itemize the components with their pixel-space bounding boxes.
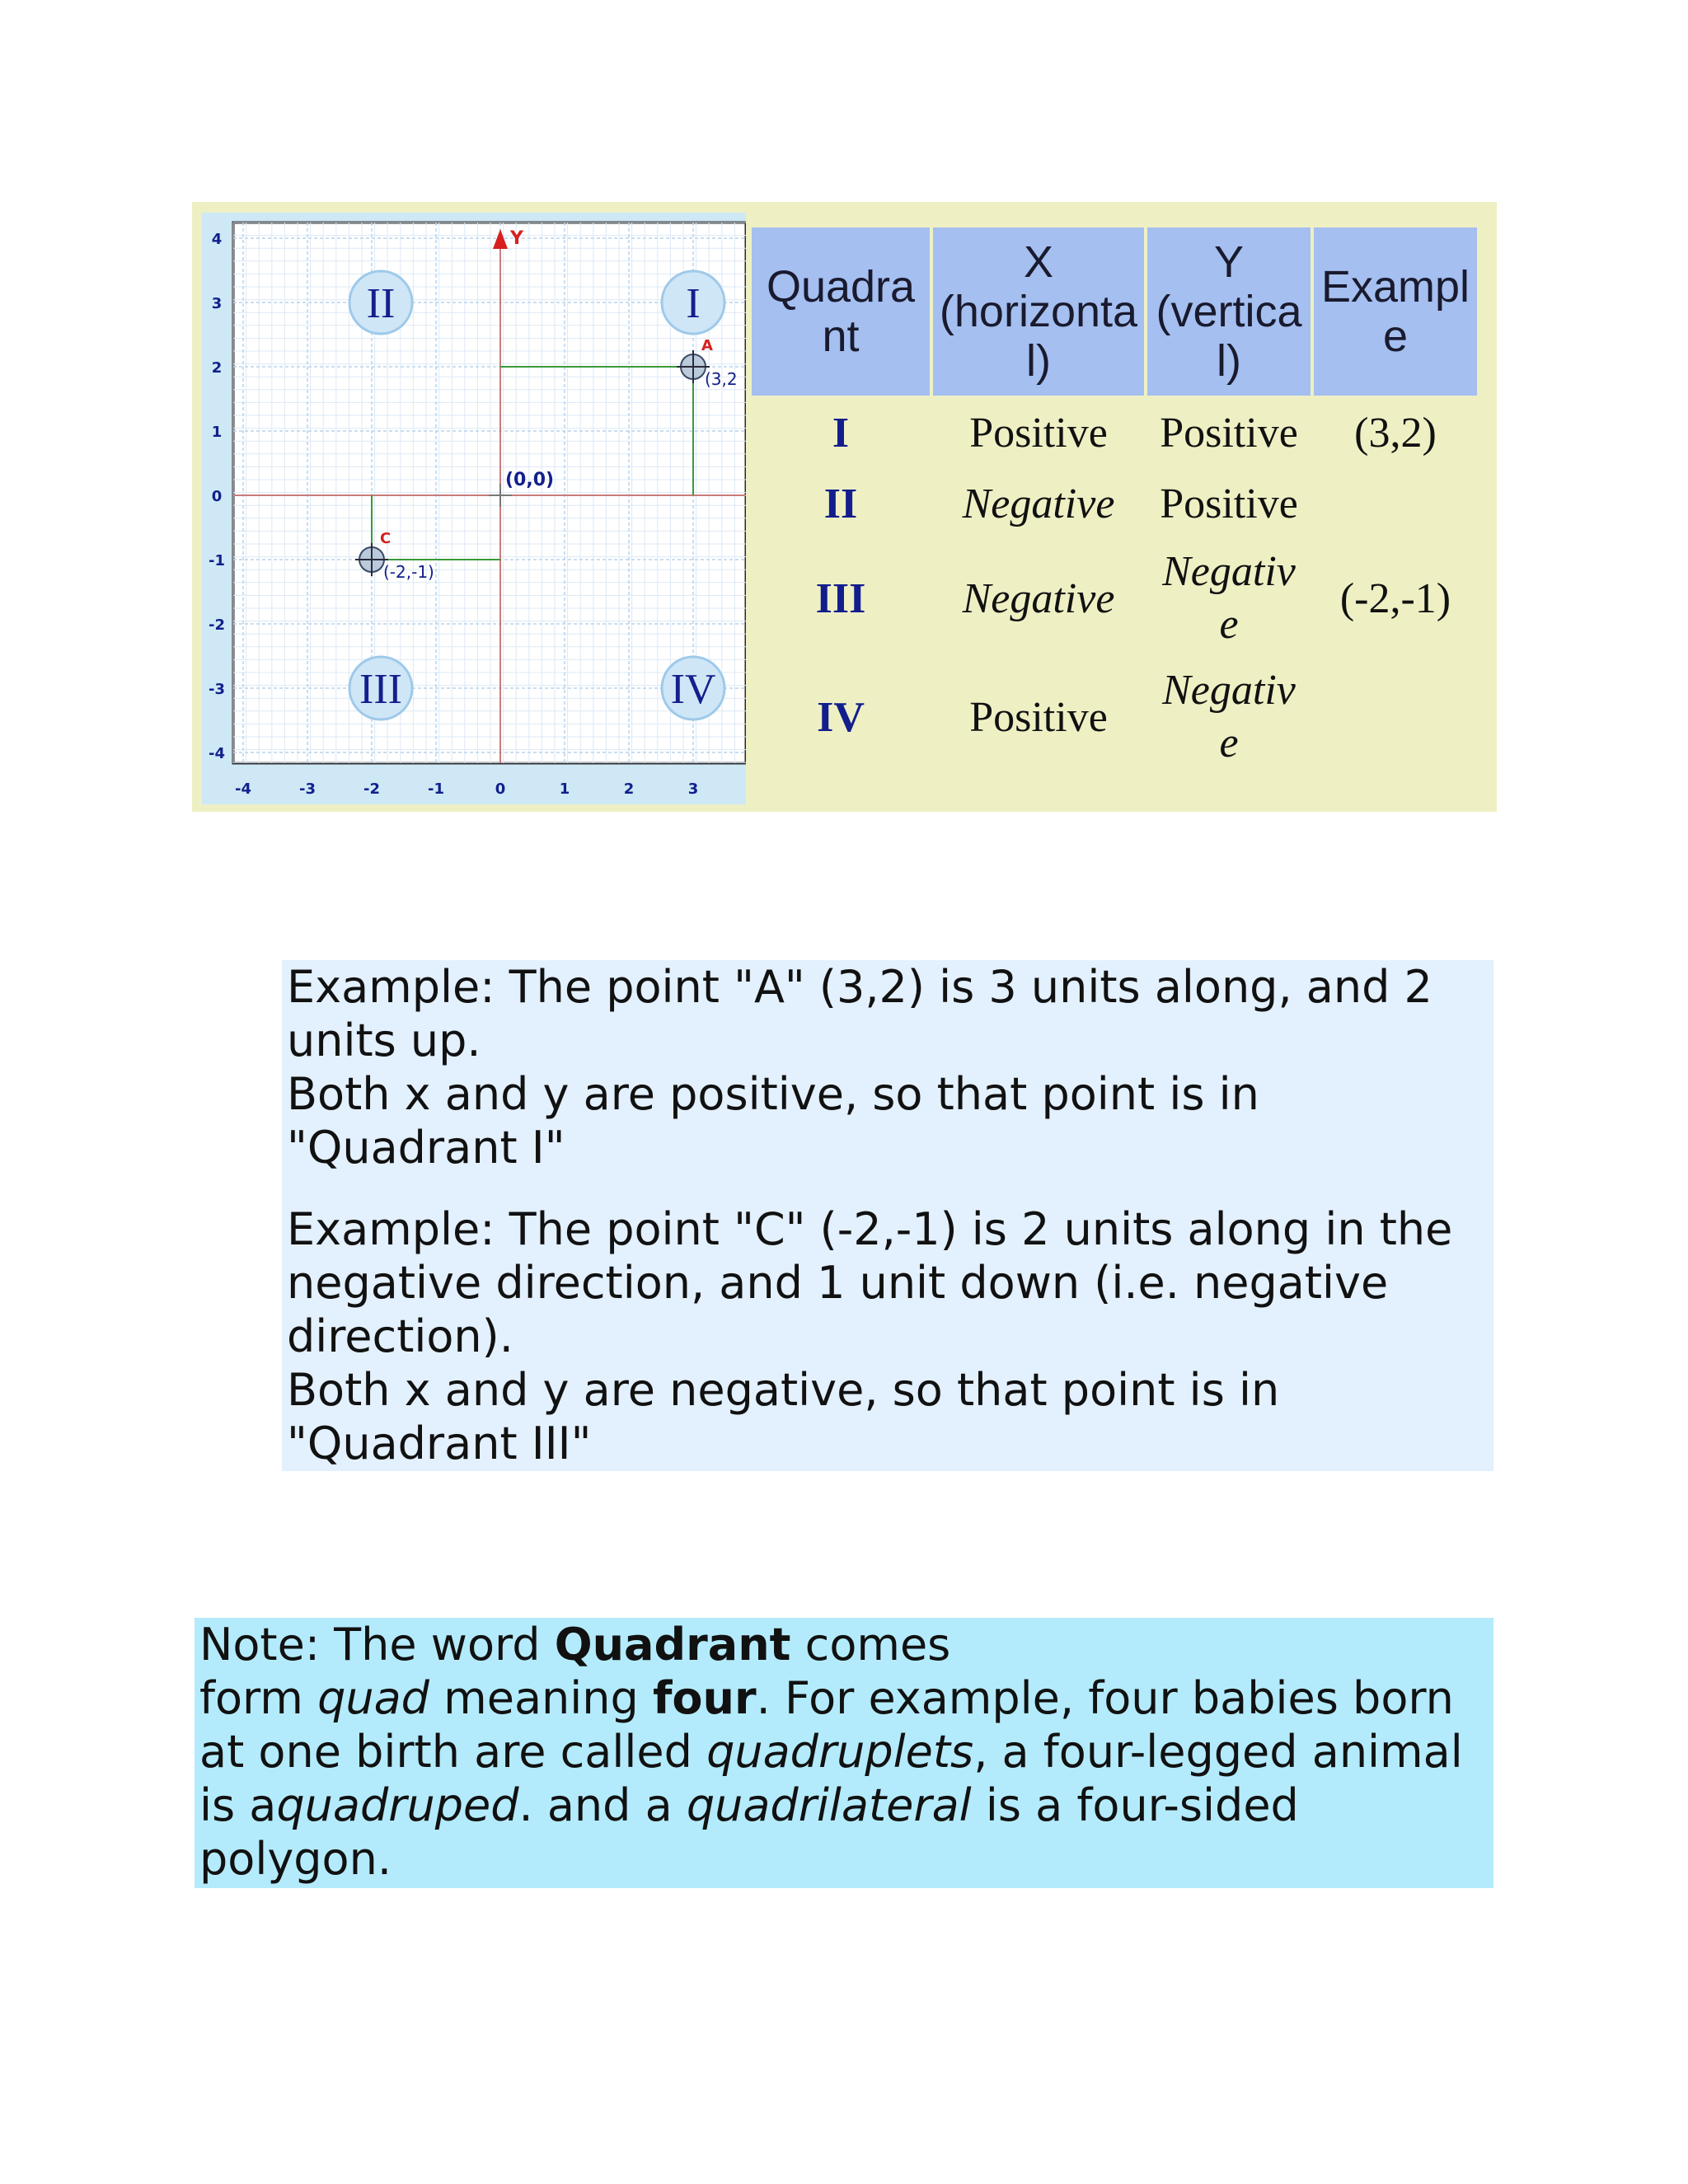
coordinate-graph — [202, 213, 746, 804]
point-a-label: (3,2 — [705, 369, 738, 389]
text-line: units up. — [287, 1015, 481, 1066]
table-row — [752, 470, 1477, 537]
point-a-name: A — [701, 337, 713, 354]
x-tick-label: 0 — [495, 780, 506, 798]
cell-x: Negative — [933, 541, 1144, 656]
text-line: "Quadrant I" — [287, 1122, 565, 1174]
note-italic-quadruplets: quadruplets — [706, 1726, 974, 1778]
text-line: Example: The point "A" (3,2) is 3 units along, and 2 — [287, 961, 1432, 1013]
text-line: Both x and y are positive, so that point is in — [287, 1068, 1259, 1120]
x-tick-label: 2 — [623, 780, 635, 798]
text-line: Both x and y are negative, so that point is in — [287, 1364, 1280, 1416]
header-example: Exampl e — [1314, 227, 1477, 396]
cell-example: (-2,-1) — [1314, 541, 1477, 656]
y-axis-label: Y — [510, 228, 523, 249]
table-row — [752, 399, 1477, 466]
point-c-label: (-2,-1) — [383, 562, 434, 582]
text-line: "Quadrant III" — [287, 1418, 592, 1469]
header-x: X (horizonta l) — [933, 227, 1144, 396]
note-bold-quadrant: Quadrant — [554, 1619, 791, 1671]
cell-example: (3,2) — [1314, 399, 1477, 466]
graph-canvas — [202, 213, 746, 804]
quadrant-table — [748, 224, 1480, 778]
y-tick-label: 0 — [211, 488, 223, 505]
y-tick-label: 1 — [211, 424, 223, 441]
x-tick-label: -3 — [299, 780, 316, 798]
note-text: is a — [199, 1779, 277, 1831]
y-tick-label: -2 — [209, 616, 225, 634]
cell-x: Negative — [933, 470, 1144, 537]
x-tick-label: -1 — [428, 780, 444, 798]
cell-x: Positive — [933, 659, 1144, 775]
cell-example — [1314, 470, 1477, 537]
example-paragraph-c — [282, 1202, 1493, 1470]
quadrant-badge-iv-label: IV — [670, 666, 716, 713]
y-tick-label: -1 — [209, 552, 225, 569]
note-text: , a four-legged animal — [973, 1726, 1463, 1778]
text-line: direction). — [287, 1310, 513, 1362]
text-line: negative direction, and 1 unit down (i.e. negative — [287, 1257, 1389, 1309]
note-text: . and a — [518, 1779, 687, 1831]
x-tick-label: -4 — [235, 780, 251, 798]
example-box — [282, 960, 1493, 1471]
note-bold-four: four — [652, 1672, 757, 1724]
point-c-name: C — [380, 530, 392, 547]
note-text: Note: The word — [199, 1619, 555, 1671]
note-italic-quad: quad — [317, 1672, 429, 1724]
header-quadrant: Quadra nt — [752, 227, 930, 396]
cell-quadrant: IV — [752, 659, 930, 775]
note-text: . For example, four babies born — [756, 1672, 1454, 1724]
cell-x: Positive — [933, 399, 1144, 466]
quadrant-badge-iii-label: III — [359, 666, 402, 713]
quadrant-badge-i-label: I — [686, 280, 701, 327]
cell-y: Negativ e — [1147, 659, 1311, 775]
y-tick-label: 3 — [211, 295, 223, 312]
cell-quadrant: II — [752, 470, 930, 537]
y-tick-label: 4 — [211, 231, 223, 248]
table-row — [752, 659, 1477, 775]
y-tick-label: -3 — [209, 681, 225, 698]
quadrant-badge-ii-label: II — [366, 280, 396, 327]
table-header-row — [752, 227, 1477, 396]
note-text: at one birth are called — [199, 1726, 707, 1778]
cell-quadrant: III — [752, 541, 930, 656]
note-italic-quadruped: quadruped — [276, 1779, 519, 1831]
cell-example — [1314, 659, 1477, 775]
x-tick-label: 3 — [687, 780, 699, 798]
table-row — [752, 541, 1477, 656]
y-tick-label: -4 — [209, 745, 225, 762]
x-tick-label: 1 — [559, 780, 570, 798]
header-y: Y (vertica l) — [1147, 227, 1311, 396]
note-italic-quadrilateral: quadrilateral — [686, 1779, 972, 1831]
note-box — [195, 1618, 1493, 1888]
cell-y: Positive — [1147, 470, 1311, 537]
note-text: is a four-sided — [971, 1779, 1299, 1831]
cell-y: Positive — [1147, 399, 1311, 466]
x-tick-label: -2 — [363, 780, 380, 798]
y-tick-label: 2 — [211, 359, 223, 377]
note-text: polygon. — [199, 1833, 392, 1885]
note-text: comes — [790, 1619, 951, 1671]
note-text: meaning — [429, 1672, 653, 1724]
origin-label: (0,0) — [505, 470, 555, 490]
text-line: Example: The point "C" (-2,-1) is 2 units along in the — [287, 1203, 1453, 1255]
note-text: form — [199, 1672, 318, 1724]
cell-y: Negativ e — [1147, 541, 1311, 656]
example-paragraph-a — [282, 960, 1493, 1174]
cell-quadrant: I — [752, 399, 930, 466]
note-paragraph — [195, 1618, 1493, 1886]
